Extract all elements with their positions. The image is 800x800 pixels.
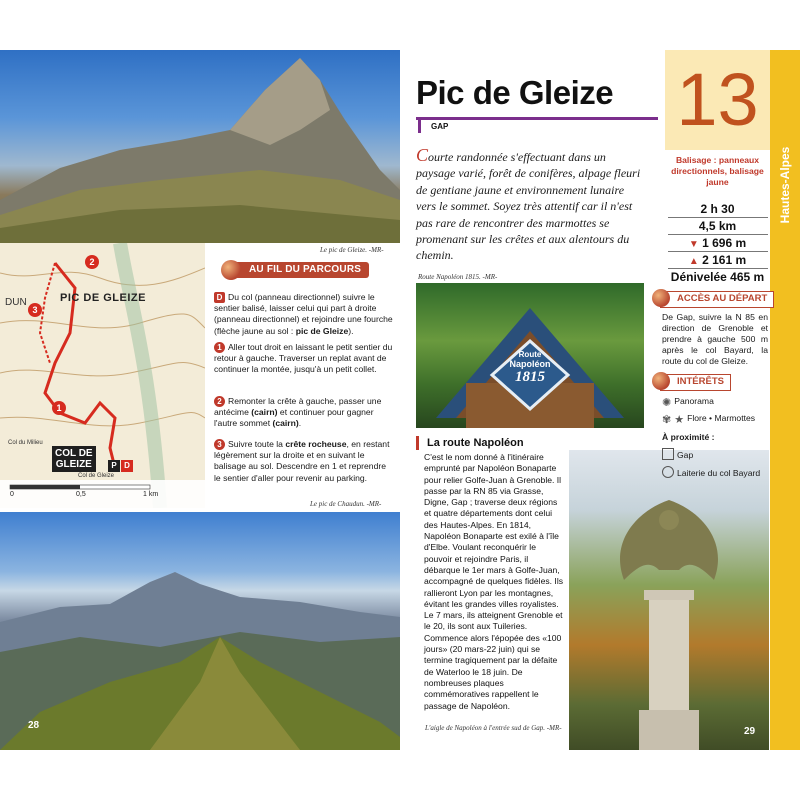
duration-stat: 2 h 30 bbox=[700, 202, 735, 216]
scale-label-0: 0 bbox=[10, 491, 14, 498]
bullet-icon bbox=[221, 260, 241, 280]
scale-label-end: 1 km bbox=[143, 491, 159, 498]
acces-title: ACCÈS AU DÉPART bbox=[660, 291, 774, 308]
sign-text: Route Napoléon 1815 bbox=[509, 350, 551, 385]
bullet-icon bbox=[652, 289, 670, 307]
step-3: 3 Suivre toute la crête rocheuse, en restant légèrement sur la droite et en suivant le balisage au sol. Descendre en 1 et reprendre le sentier d'aller pour revenir au parking. bbox=[214, 439, 390, 483]
map-col-small-label: Col de Gleize bbox=[78, 473, 115, 479]
section-title-parcours: AU FIL DU PARCOURS bbox=[229, 262, 369, 278]
scale-label-mid: 0,5 bbox=[76, 491, 86, 498]
proximite-laiterie: Laiterie du col Bayard bbox=[662, 466, 760, 479]
triangle-down-icon: ▼ bbox=[688, 239, 699, 250]
acces-text: De Gap, suivre la N 85 en direction de Grenoble et prendre à gauche 500 m après le col Bayard, la route du col de Gleize. bbox=[662, 312, 768, 366]
map-waypoint-2: 2 bbox=[85, 255, 99, 269]
panorama-icon: ✺ bbox=[662, 397, 672, 409]
page-number-left: 28 bbox=[28, 720, 40, 731]
route-number: 13 bbox=[676, 58, 759, 141]
dairy-icon bbox=[662, 466, 674, 478]
parking-icon: P bbox=[108, 460, 120, 472]
step-2: 2 Remonter la crête à gauche, passer une antécime (cairn) et continuer pour gagner l'autre sommet (cairn). bbox=[214, 396, 382, 429]
location-tag: GAP bbox=[418, 120, 448, 133]
pic-de-chaudun-photo bbox=[0, 512, 400, 750]
stat-divider bbox=[668, 268, 768, 269]
map-waypoint-3: 3 bbox=[28, 303, 42, 317]
top-photo-caption: Le pic de Gleize. -MR- bbox=[320, 246, 384, 254]
step-d: D Du col (panneau directionnel) suivre le sentier balisé, laisser celui qui part à droite (panneau directionnel) et rejoindre une fourche (flèche jaune au sol : pic de Gleize). bbox=[214, 292, 393, 336]
eagle-photo-caption: L'aigle de Napoléon à l'entrée sud de Gap. -MR- bbox=[425, 724, 562, 732]
step-1: 1 Aller tout droit en laissant le petit sentier du retour à gauche. Traverser un replat avant de continuer la montée, jusqu'à un petit collet. bbox=[214, 342, 393, 375]
region-label: Hautes-Alpes bbox=[778, 146, 792, 224]
map-col-milieu-label: Col du Milieu bbox=[8, 440, 43, 446]
bullet-icon bbox=[652, 372, 670, 390]
route-napoleon-sign-photo bbox=[416, 283, 644, 428]
map-waypoint-1: 1 bbox=[52, 401, 66, 415]
balisage-info: Balisage : panneaux directionnels, balisage jaune bbox=[671, 155, 764, 187]
map-area-label: DUN bbox=[5, 297, 27, 308]
proximite-label: À proximité : bbox=[662, 432, 715, 442]
flower-icon: ✾ bbox=[662, 414, 672, 426]
triangle-up-icon: ▲ bbox=[688, 256, 699, 267]
star-icon: ★ bbox=[674, 414, 685, 426]
map-peak-label: PIC DE GLEIZE bbox=[60, 292, 146, 304]
bottom-photo-caption: Le pic de Chaudun. -MR- bbox=[310, 500, 382, 508]
interet-panorama: ✺ Panorama bbox=[662, 396, 714, 409]
interet-flore: ✾ ★ Flore • Marmottes bbox=[662, 413, 756, 426]
proximite-gap: Gap bbox=[662, 448, 693, 461]
napoleon-text: C'est le nom donné à l'itinéraire emprunté par Napoléon Bonaparte pour relier Golfe-Juan à Grenoble. Il passe par la RN 85 via Grasse, Digne, Gap ; traverse deux régions et quatre départements dont celui des Hautes-Alpes. En 1814, Napoléon Bonaparte est exilé à l'île d'Elbe. Voulant reconquérir le pouvoir et rejoindre Paris, il débarque le 1er mars à Golfe-Juan, accompagné de quelques fidèles. Ils rallieront Lyon par les montagnes, évitant les grandes villes royalistes. Le 7 mars, ils atteignent Grenoble et le 20, ils sont aux Tuileries. Commence alors l'épopée des «100 jours» (20 mars-22 juin) qui se termine tragiquement par la défaite de Waterloo le 18 juin. De nombreuses plaques commémoratives rappellent le passage de Napoléon. bbox=[424, 452, 564, 711]
page-number-right: 29 bbox=[744, 726, 756, 737]
pic-de-gleize-photo bbox=[0, 50, 400, 243]
stat-divider bbox=[668, 234, 768, 235]
page-title: Pic de Gleize bbox=[416, 74, 614, 111]
title-rule bbox=[416, 117, 658, 120]
route-photo-caption: Route Napoléon 1815. -MR- bbox=[418, 273, 498, 281]
map-waypoint-d: D bbox=[121, 460, 133, 472]
stat-divider bbox=[668, 217, 768, 218]
interets-title: INTÉRÊTS bbox=[660, 374, 731, 391]
intro-paragraph: Courte randonnée s'effectuant dans un paysage varié, forêt de conifères, alpage fleuri de gentiane jaune et environnement lunaire vers le sommet. Soyez très attentif car il n'est pas rare de rencontrer des marmottes se promenant sur les crêtes et aux alentours du chemin. bbox=[416, 145, 641, 263]
alt-max-stat: ▲ 2 161 m bbox=[688, 253, 747, 267]
town-icon bbox=[662, 448, 674, 460]
route-map bbox=[0, 243, 205, 508]
map-col-label: COL DE GLEIZE bbox=[52, 446, 96, 472]
distance-stat: 4,5 km bbox=[698, 219, 737, 233]
alt-min-stat: ▼ 1 696 m bbox=[688, 236, 747, 250]
napoleon-eagle-photo bbox=[569, 450, 769, 750]
denivele-stat: Dénivelée 465 m bbox=[670, 270, 765, 284]
stat-divider bbox=[668, 251, 768, 252]
napoleon-heading: La route Napoléon bbox=[416, 436, 577, 450]
